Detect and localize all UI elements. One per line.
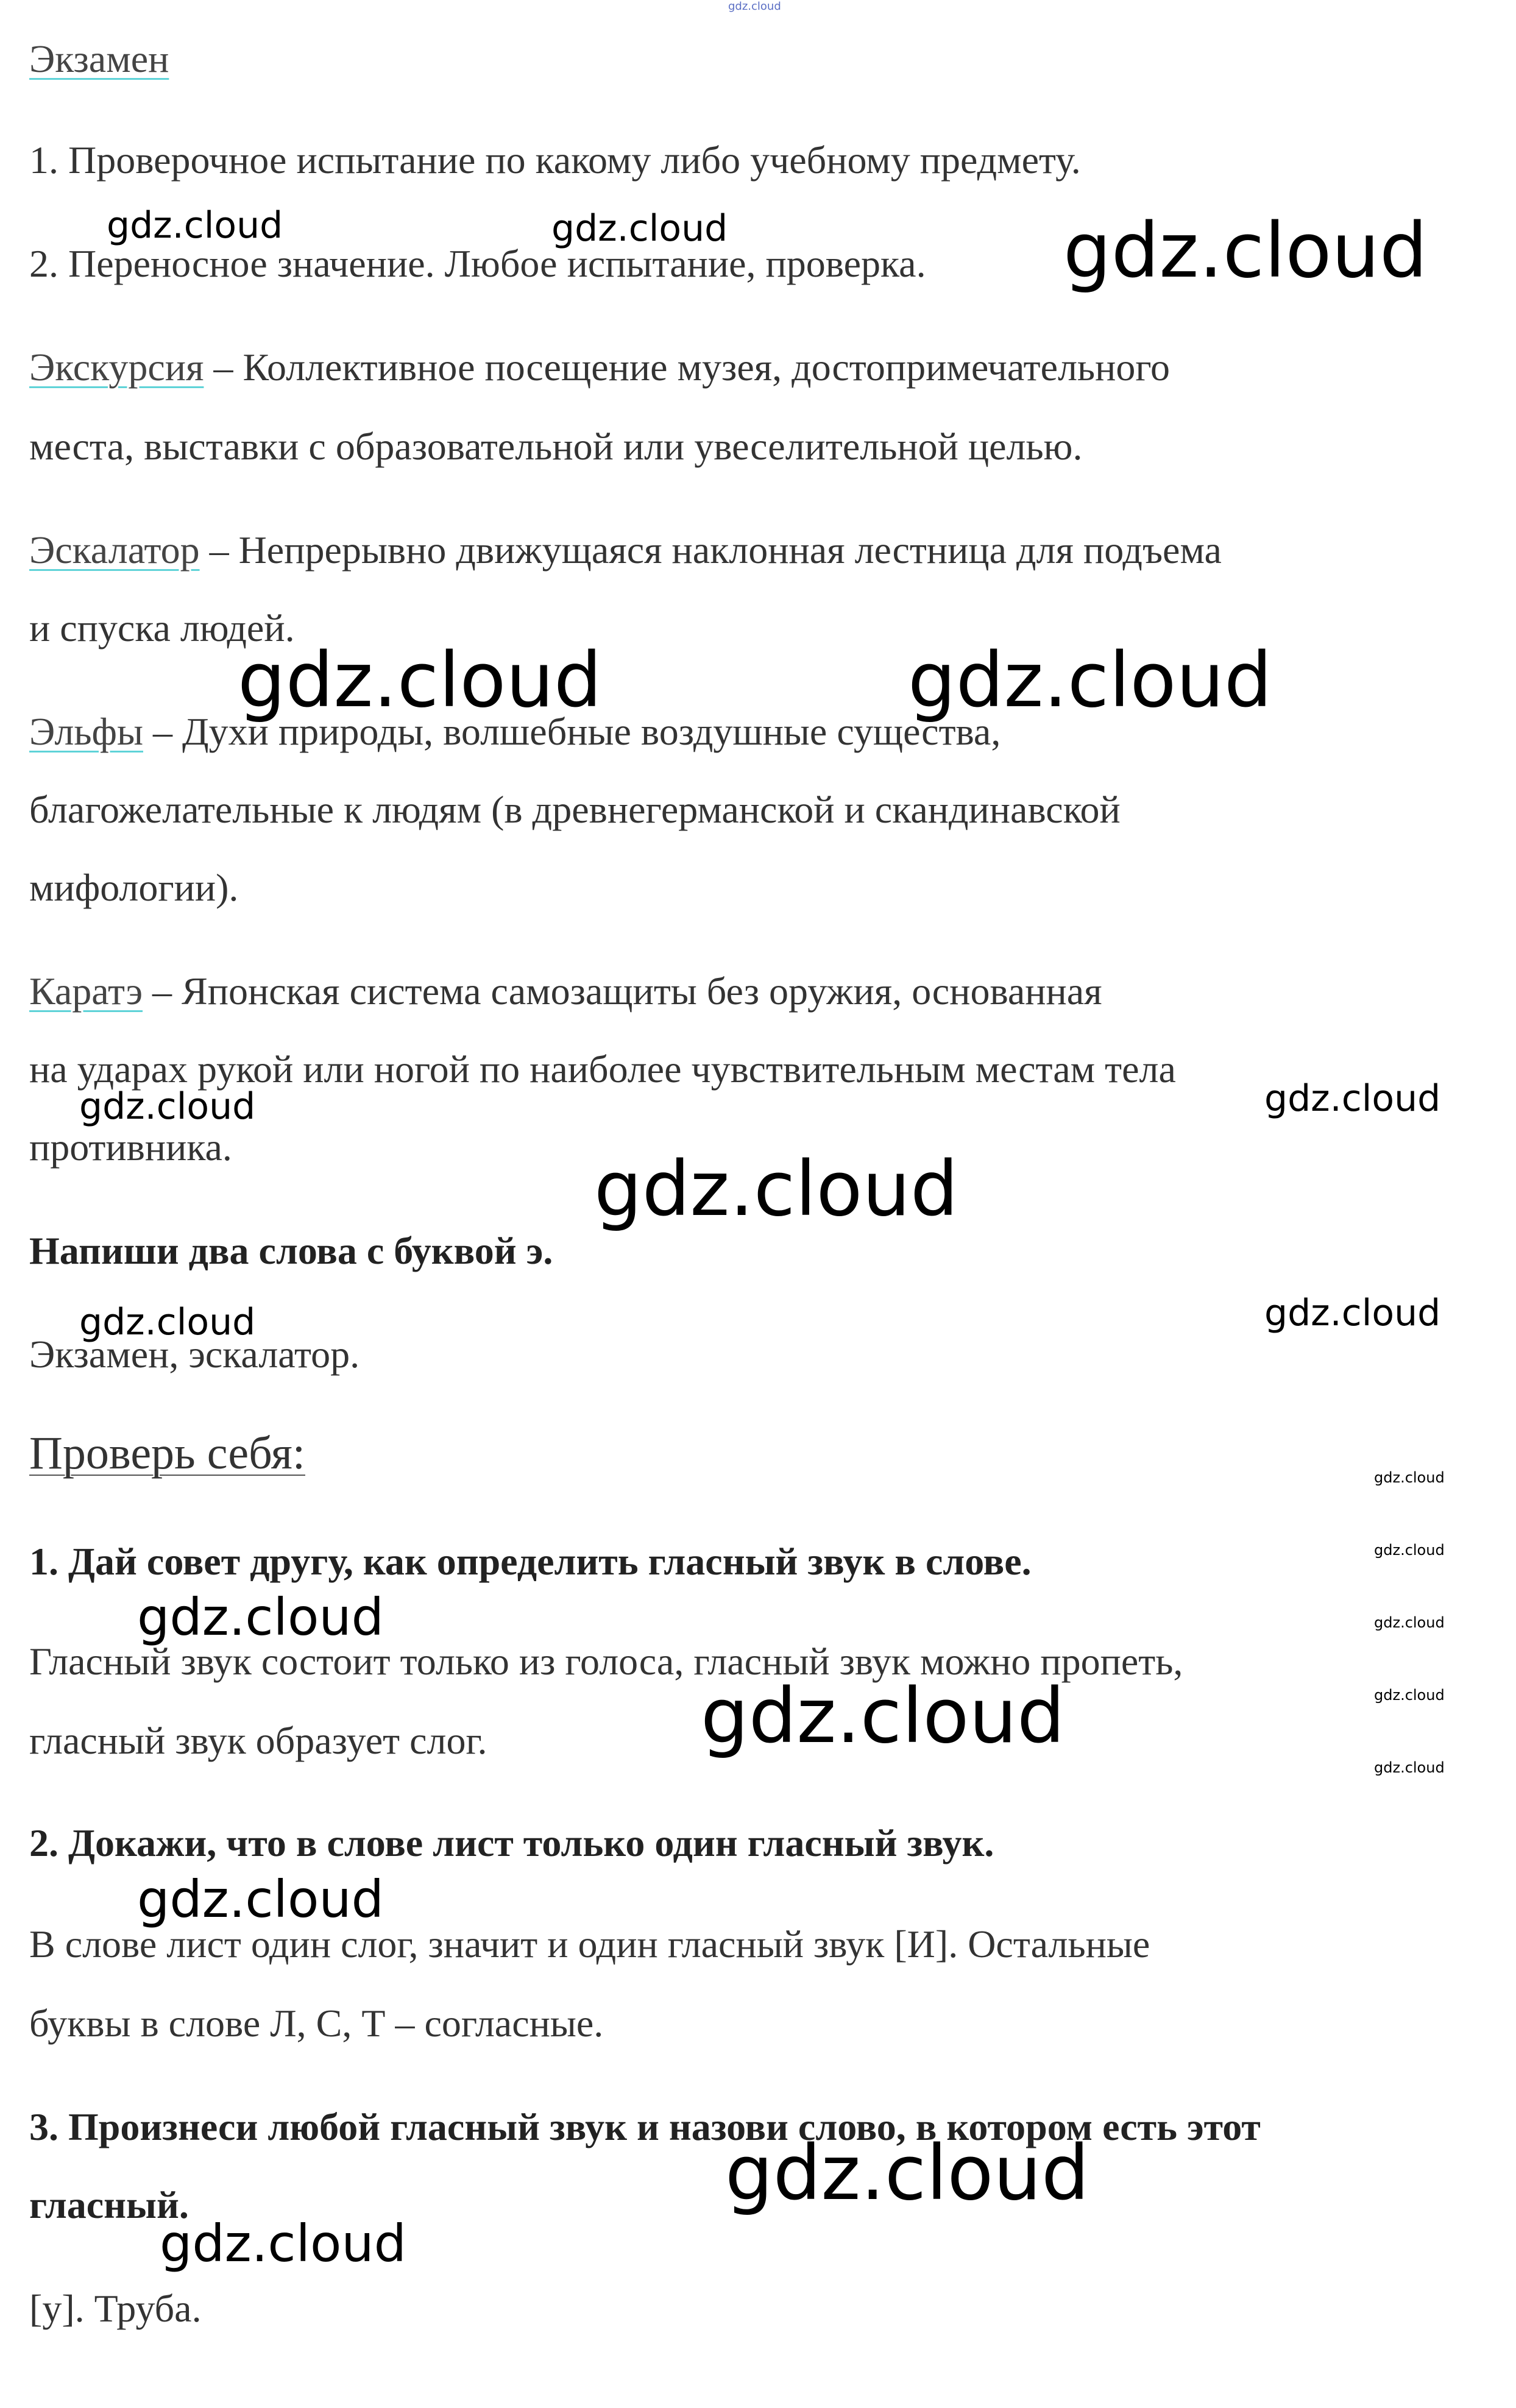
definition-line: места, выставки с образовательной или увеселительной целью. xyxy=(29,425,1083,468)
watermark: gdz.cloud xyxy=(79,1085,256,1128)
check-question-1: 1. Дай совет другу, как определить гласный звук в слове. xyxy=(29,1540,1032,1583)
watermark: gdz.cloud xyxy=(79,1301,256,1344)
watermark: gdz.cloud xyxy=(1264,1077,1441,1120)
watermark: gdz.cloud xyxy=(725,2130,1089,2217)
check-answer-1: Гласный звук состоит только из голоса, гласный звук можно пропеть, xyxy=(29,1640,1183,1683)
entry-term-ekzamen: Экзамен xyxy=(29,37,169,80)
check-heading: Проверь себя: xyxy=(29,1428,305,1479)
definition-line: противника. xyxy=(29,1125,232,1169)
watermark: gdz.cloud xyxy=(551,207,728,250)
watermark: gdz.cloud xyxy=(701,1673,1065,1760)
task-answer: Экзамен, эскалатор. xyxy=(29,1333,360,1376)
term-eskalator: Эскалатор xyxy=(29,528,200,572)
watermark: gdz.cloud xyxy=(1374,1759,1445,1776)
entry-karate xyxy=(29,970,1102,1013)
check-answer-2: буквы в слове Л, С, Т – согласные. xyxy=(29,2002,604,2045)
watermark: gdz.cloud xyxy=(1374,1542,1445,1559)
definition-line: благожелательные к людям (в древнегерманской и скандинавской xyxy=(29,788,1121,831)
definition-text: – Коллективное посещение музея, достопримечательного xyxy=(204,345,1170,389)
watermark: gdz.cloud xyxy=(137,1587,384,1647)
term-karate: Каратэ xyxy=(29,969,143,1013)
task-question: Напиши два слова с буквой э. xyxy=(29,1229,553,1272)
watermark: gdz.cloud xyxy=(908,637,1272,724)
definition-text: – Японская система самозащиты без оружия, основанная xyxy=(143,969,1102,1013)
entry-ekskursiya xyxy=(29,346,1170,389)
definition-line: и спуска людей. xyxy=(29,606,295,650)
check-question-2: 2. Докажи, что в слове лист только один гласный звук. xyxy=(29,1821,994,1864)
watermark: gdz.cloud xyxy=(1264,1292,1441,1334)
definition-line: 2. Переносное значение. Любое испытание, проверка. xyxy=(29,242,926,285)
watermark: gdz.cloud xyxy=(160,2214,406,2273)
check-answer-3: [у]. Труба. xyxy=(29,2287,202,2330)
watermark: gdz.cloud xyxy=(1374,1687,1445,1704)
definition-line: мифологии). xyxy=(29,866,239,909)
watermark: gdz.cloud xyxy=(107,204,283,247)
term-ekskursiya: Экскурсия xyxy=(29,345,204,389)
watermark: gdz.cloud xyxy=(137,1869,384,1929)
definition-line: на ударах рукой или ногой по наиболее чувствительным местам тела xyxy=(29,1047,1176,1091)
definition-line: 1. Проверочное испытание по какому либо учебному предмету. xyxy=(29,138,1081,182)
watermark: gdz.cloud xyxy=(238,637,602,724)
watermark: gdz.cloud xyxy=(728,0,781,13)
check-answer-2: В слове лист один слог, значит и один гласный звук [И]. Остальные xyxy=(29,1922,1150,1966)
term-elfy: Эльфы xyxy=(29,710,143,753)
check-question-3: гласный. xyxy=(29,2183,189,2226)
watermark: gdz.cloud xyxy=(1063,207,1428,295)
check-answer-1: гласный звук образует слог. xyxy=(29,1719,487,1762)
entry-eskalator xyxy=(29,529,1222,572)
check-question-3: 3. Произнеси любой гласный звук и назови слово, в котором есть этот xyxy=(29,2105,1261,2148)
watermark: gdz.cloud xyxy=(594,1146,958,1233)
watermark: gdz.cloud xyxy=(1374,1469,1445,1486)
watermark: gdz.cloud xyxy=(1374,1614,1445,1631)
definition-text: – Духи природы, волшебные воздушные существа, xyxy=(143,710,1001,753)
definition-text: – Непрерывно движущаяся наклонная лестница для подъема xyxy=(199,528,1222,572)
